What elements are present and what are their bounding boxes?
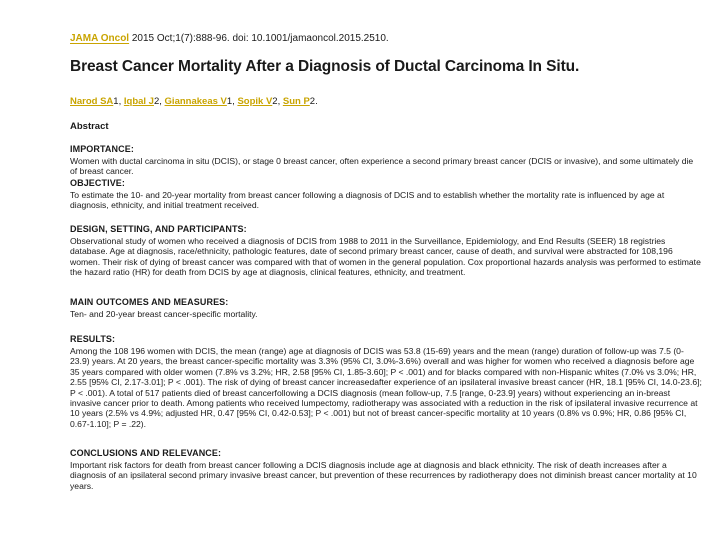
- section-text: Important risk factors for death from breast cancer following a DCIS diagnosis include age at diagnosis and black ethnicity. The risk of death increases after a diagnosis of an ipsilateral second primary invasive breast cancer, but prevention of these recurrences by radiotherapy does not diminish breast cancer mortality at 10 years.: [70, 460, 697, 491]
- section-outcomes: [70, 297, 702, 319]
- section-design: [70, 224, 702, 278]
- author-affiliation: 2.: [309, 96, 318, 107]
- author-link[interactable]: Giannakeas V: [164, 96, 227, 107]
- section-importance: [70, 144, 702, 177]
- section-heading: MAIN OUTCOMES AND MEASURES:: [70, 297, 229, 307]
- section-text: Observational study of women who received a diagnosis of DCIS from 1988 to 2011 in the Surveillance, Epidemiology, and End Results (SEER) 18 registries database. Age at diagnosis, race/ethnicity, pathologic features, date of second primary breast cancer, cause of death, and survival were abstracted for 108,196 women. Their risk of dying of breast cancer was compared with that of women in the general population. Cox proportional hazards analysis was performed to estimate the hazard ratio (HR) for death from DCIS by age at diagnosis, clinical features, ethnicity, and treatment.: [70, 236, 701, 278]
- author-link[interactable]: Sun P: [282, 96, 310, 107]
- journal-link[interactable]: JAMA Oncol: [70, 33, 130, 44]
- author-link[interactable]: Sopik V: [237, 96, 273, 107]
- section-heading: IMPORTANCE:: [70, 144, 134, 154]
- author-affiliation: 2: [153, 96, 160, 107]
- citation-line: [44, 33, 389, 45]
- section-heading: OBJECTIVE:: [70, 178, 126, 188]
- citation-details: 2015 Oct;1(7):888-96. doi: 10.1001/jamaoncol.2015.2510.: [129, 33, 389, 44]
- section-results: [70, 334, 702, 429]
- author-affiliation: 1: [226, 96, 233, 107]
- section-text: Among the 108 196 women with DCIS, the mean (range) age at diagnosis of DCIS was 53.8 (15-69) years and the mean (range) duration of follow-up was 7.5 (0-23.9) years. At 20 years, the breast cancer-specific mortality was 3.3% (95% CI, 3.0%-3.6%) overall and was higher for women who received a diagnosis before age 35 years compared with older women (7.8% vs 3.2%; HR, 2.58 [95% CI, 1.85-3.60]; P < .001) and for blacks compared with non-Hispanic whites (7.0% vs 3.0%; HR, 2.55 [95% CI, 2.17-3.01]; P < .001). The risk of dying of breast cancer increasedafter experience of an ipsilateral invasive breast cancer (HR, 18.1 [95% CI, 14.0-23.6]; P < .001). A total of 517 patients died of breast cancerfollowing a DCIS diagnosis (mean follow-up, 7.5 [range, 0-23.9] years) without experiencing an in-breast invasive cancer prior to death. Among patients who received lumpectomy, radiotherapy was associated with a reduction in the risk of ipsilateral invasive recurrence at 10 years (2.5% vs 4.9%; adjusted HR, 0.47 [95% CI, 0.42-0.53]; P < .001) but not of breast cancer-specific mortality at 10 years (0.8% vs 0.9%; HR, 0.86 [95% CI, 0.67-1.10]; P = .22).: [70, 346, 702, 429]
- author-list: Narod SA1, Iqbal J2, Giannakeas V1, Sopik V2, Sun P2.: [70, 96, 318, 107]
- section-text: Ten- and 20-year breast cancer-specific mortality.: [70, 309, 258, 319]
- author-affiliation: 2: [272, 96, 278, 107]
- section-text: Women with ductal carcinoma in situ (DCIS), or stage 0 breast cancer, often experience a second primary breast cancer (DCIS or invasive), and some ultimately die of breast cancer.: [70, 156, 694, 177]
- section-text: To estimate the 10- and 20-year mortality from breast cancer following a diagnosis of DCIS and to establish whether the mortality rate is influenced by age at diagnosis, ethnicity, and initial treatment received.: [70, 190, 665, 211]
- section-conclusions: [70, 448, 702, 491]
- section-heading: CONCLUSIONS AND RELEVANCE:: [70, 448, 222, 458]
- section-heading: DESIGN, SETTING, AND PARTICIPANTS:: [70, 224, 247, 234]
- article-title: Breast Cancer Mortality After a Diagnosis of Ductal Carcinoma In Situ.: [70, 58, 580, 75]
- author-affiliation: 1: [113, 96, 119, 107]
- author-link[interactable]: Iqbal J: [123, 96, 154, 107]
- author-link[interactable]: Narod SA: [70, 96, 114, 107]
- section-heading: RESULTS:: [70, 334, 116, 344]
- abstract-heading: Abstract: [70, 121, 109, 132]
- section-objective: [70, 178, 702, 211]
